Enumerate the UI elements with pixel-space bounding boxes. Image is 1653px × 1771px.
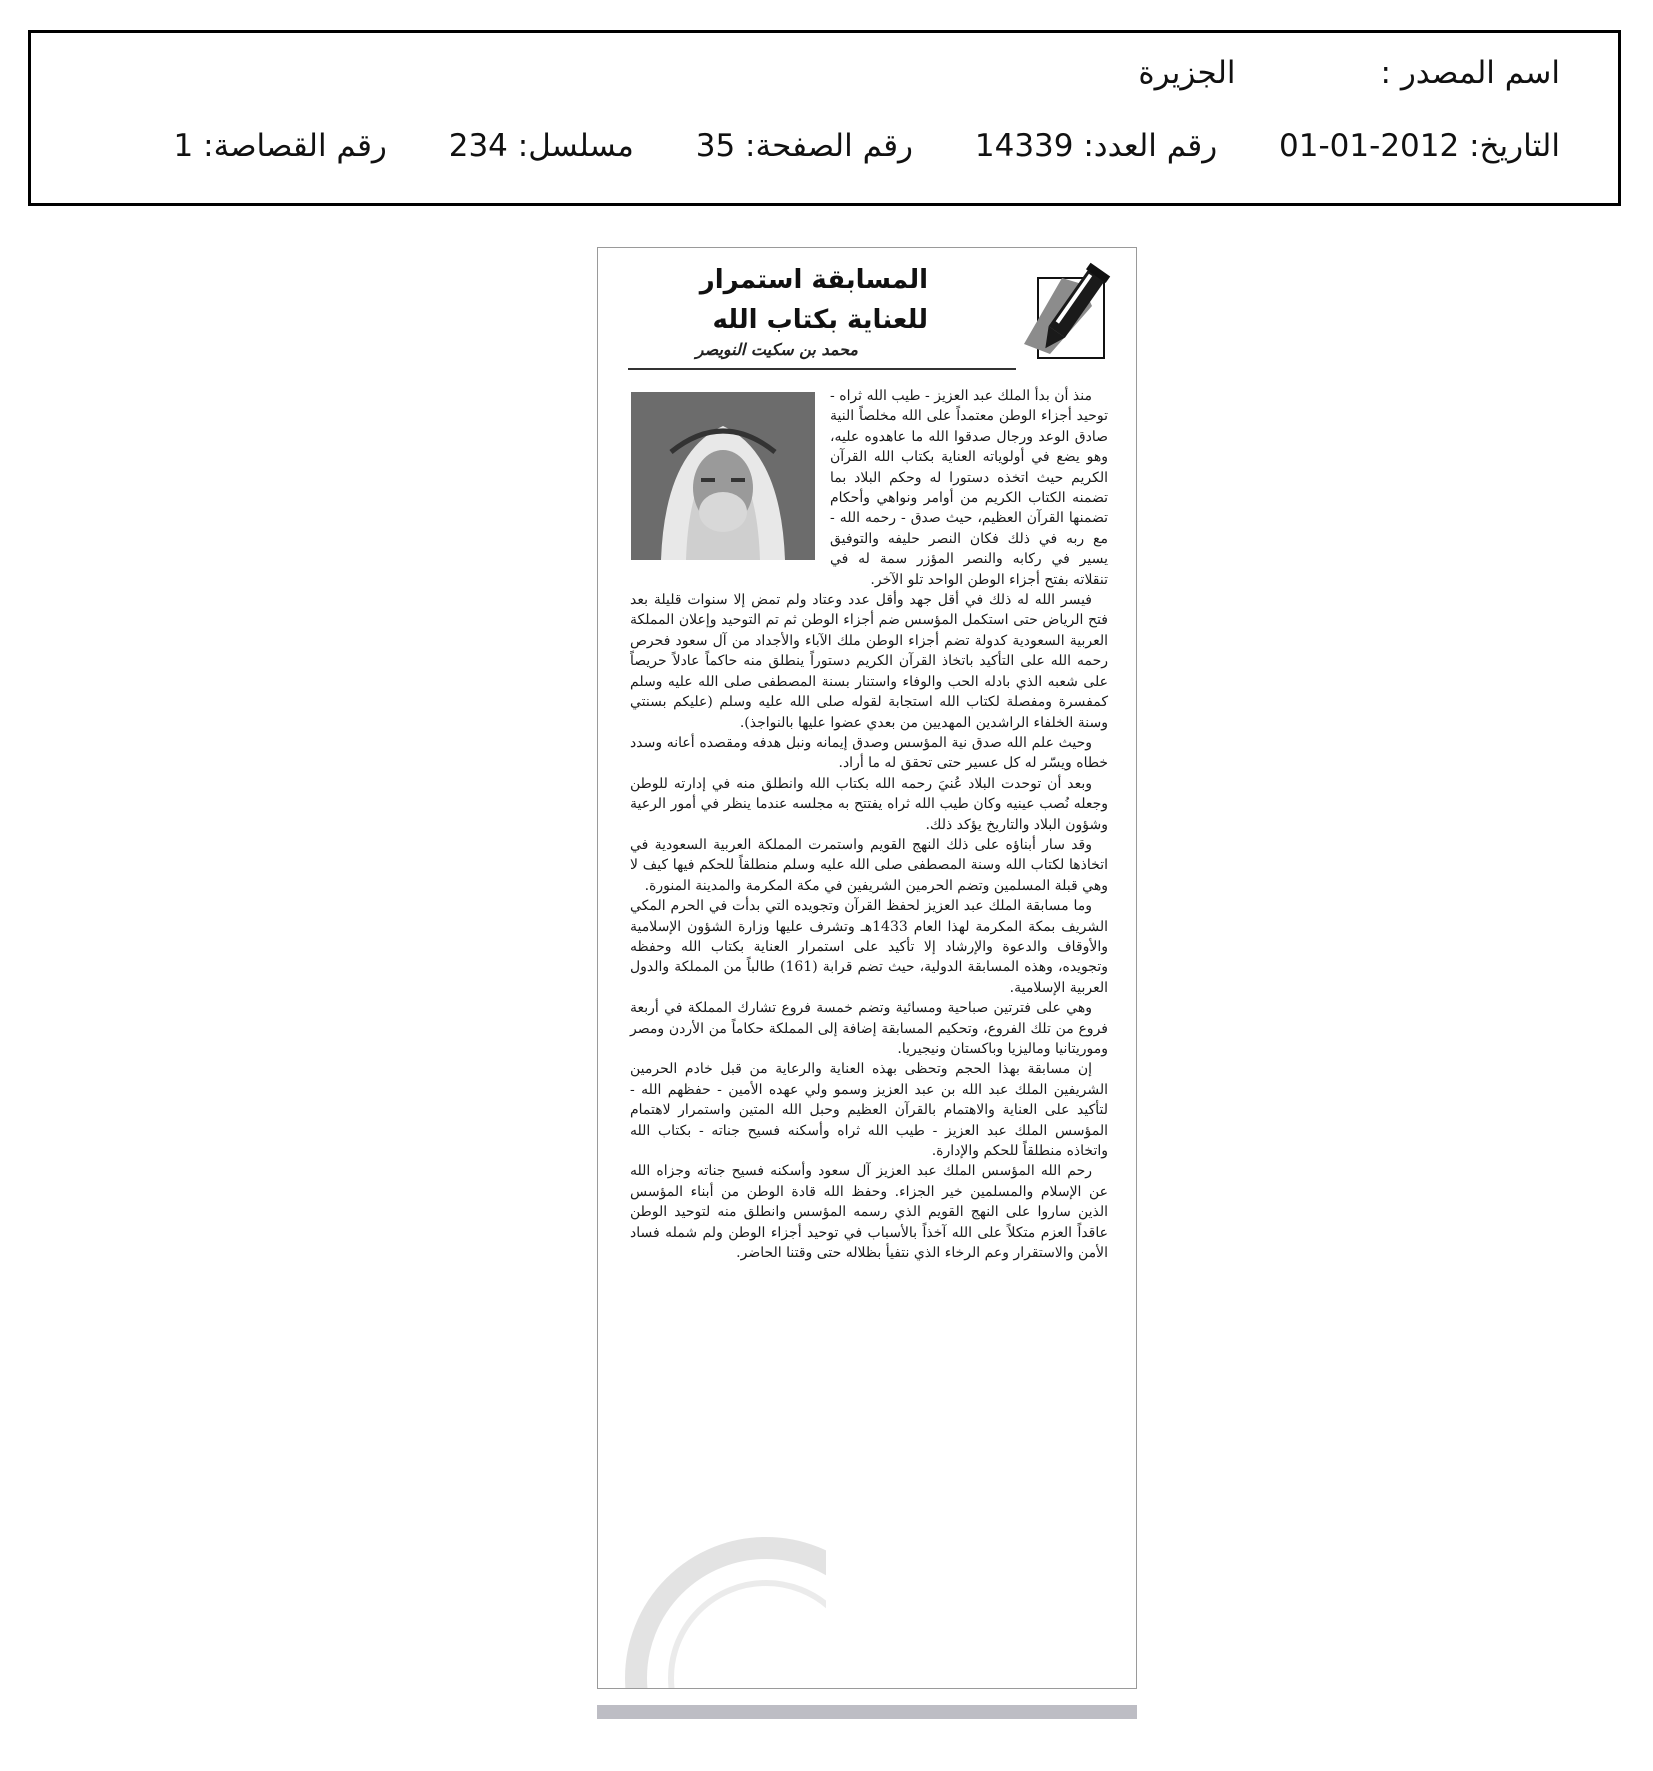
page-value: 35: [695, 128, 736, 164]
source-row: [1138, 55, 1560, 91]
issue-value: 14339: [974, 128, 1074, 164]
photo-wrap-space: [630, 386, 830, 572]
clipping-bottom-bar: [597, 1705, 1137, 1719]
date-label: التاريخ:: [1469, 128, 1560, 164]
paragraph-9: رحم الله المؤسس الملك عبد العزيز آل سعود وأسكنه فسيح جناته وجزاه الله عن الإسلام والمسلمين خير الجزاء. وحفظ الله قادة الوطن من أبناء المؤسس الذين ساروا على النهج القويم الذي رسمه المؤسس وانطلق منه لتوحيد الوطن عاقداً العزم متكلاً على الله آخذاً بالأسباب في توحيد أجزاء الوطن ولم شمله فساد الأمن والاستقرار وعم الرخاء الذي نتفيأ بظلاله حتى وقتنا الحاضر.: [630, 1163, 1108, 1262]
clip-value: 1: [173, 128, 194, 164]
headline-line-2: للعناية بكتاب الله: [712, 305, 928, 335]
paragraph-8: إن مسابقة بهذا الحجم وتحظى بهذه العناية والرعاية من قبل خادم الحرمين الشريفين الملك عبد الله بن عبد العزيز وسمو ولي عهده الأمين - حفظهم الله - لتأكيد على العناية والاهتمام بالقرآن العظيم وحبل الله المتين واستمرار لاهتمام المؤسس الملك عبد العزيز - طيب الله ثراه وأسكنه فسيح جناته - بكتاب الله واتخاذه منطلقاً للحكم والإدارة.: [630, 1061, 1108, 1160]
date-value: 2012-01-01: [1279, 128, 1460, 164]
details-row: [174, 128, 1560, 164]
page-label: رقم الصفحة:: [745, 128, 914, 164]
clip-label: رقم القصاصة:: [203, 128, 387, 164]
paragraph-4: وبعد أن توحدت البلاد عُنيَ رحمه الله بكتاب الله وانطلق منه في إدارته للوطن وجعله نُصب عينيه وكان طيب الله ثراه يفتتح به مجلسه عندما ينظر في أمور الرعية وشؤون البلاد والتاريخ يؤكد ذلك.: [630, 775, 1108, 833]
source-value: الجزيرة: [1138, 55, 1236, 91]
headline-line-1: المسابقة استمرار: [699, 265, 928, 295]
paragraph-2: فيسر الله له ذلك في أقل جهد وأقل عدد وعتاد ولم تمض إلا سنوات قليلة بعد فتح الرياض حتى استكمل المؤسس ضم أجزاء الوطن ثم تم التوحيد وإعلان المملكة العربية السعودية كدولة تضم أجزاء الوطن ملك الآباء والأجداد من آل سعود فحرص رحمه الله على التأكيد باتخاذ القرآن الكريم دستوراً ينطلق منه حاكماً عادلاً حريصاً على شعبه الذي بادله الحب والوفاء واستنار بسنة المصطفى صلى الله عليه وسلم كمفسرة ومفصلة لكتاب الله استجابة لقوله صلى الله عليه وسلم (عليكم بسنتي وسنة الخلفاء الراشدين المهديين من بعدي عضوا عليها بالنواجذ).: [630, 592, 1108, 731]
article-body: [630, 386, 1108, 1666]
paragraph-5: وقد سار أبناؤه على ذلك النهج القويم واستمرت المملكة العربية السعودية في اتخاذها لكتاب الله وسنة المصطفى صلى الله عليه وسلم منطلقاً للحكم فيها كيف لا وهي قبلة المسلمين وتضم الحرمين الشريفين في مكة المكرمة والمدينة المنورة.: [630, 836, 1108, 894]
source-label: اسم المصدر :: [1380, 55, 1560, 91]
paragraph-1: منذ أن بدأ الملك عبد العزيز - طيب الله ثراه - توحيد أجزاء الوطن معتمداً على الله مخلصاً النية صادق الوعد ورجال صدقوا الله ما عاهدوه عليه، وهو يضع في أولوياته العناية بكتاب الله القرآن الكريم حيث اتخذه دستورا له وحكم البلاد بما تضمنه الكتاب الكريم من أوامر ونواهي وأحكام تضمنها القرآن العظيم، حيث صدق - رحمه الله - مع ربه في ذلك فكان النصر حليفه والتوفيق يسير في ركابه والنصر المؤزر سمة له في تنقلاته بفتح أجزاء الوطن الواحد تلو الآخر.: [830, 388, 1108, 588]
watermark-seal: [616, 1528, 826, 1689]
paragraph-3: وحيث علم الله صدق نية المؤسس وصدق إيمانه ونبل هدفه ومقصده أعانه وسدد خطاه ويسّر له كل عسير حتى تحقق له ما أراد.: [630, 734, 1108, 772]
paragraph-7: وهي على فترتين صباحية ومسائية وتضم خمسة فروع تشارك المملكة في أربعة فروع من تلك الفروع، وتحكيم المسابقة إضافة إلى المملكة حكاماً من الأردن ومصر وموريتانيا وماليزيا وباكستان ونيجيريا.: [630, 1000, 1108, 1057]
newspaper-clipping: [597, 247, 1137, 1689]
article-headline: [628, 260, 928, 340]
serial-label: مسلسل:: [517, 128, 634, 164]
byline-rule: [628, 368, 1016, 370]
pen-column-icon: [1020, 258, 1114, 368]
clipping-metadata-box: [28, 30, 1621, 206]
paragraph-6: وما مسابقة الملك عبد العزيز لحفظ القرآن وتجويده التي بدأت في الحرم المكي الشريف بمكة المكرمة لهذا العام 1433هـ وتشرف عليها وزارة الشؤون الإسلامية والأوقاف والدعوة والإرشاد إلا تأكيد على استمرار العناية بكتاب الله وحفظه وتجويده، وهذه المسابقة الدولية، حيث تضم قرابة (161) طالباً من المملكة والدول العربية الإسلامية.: [630, 898, 1108, 996]
issue-label: رقم العدد:: [1083, 128, 1218, 164]
serial-value: 234: [448, 128, 508, 164]
author-byline: محمد بن سكيت النويصر: [695, 340, 858, 359]
